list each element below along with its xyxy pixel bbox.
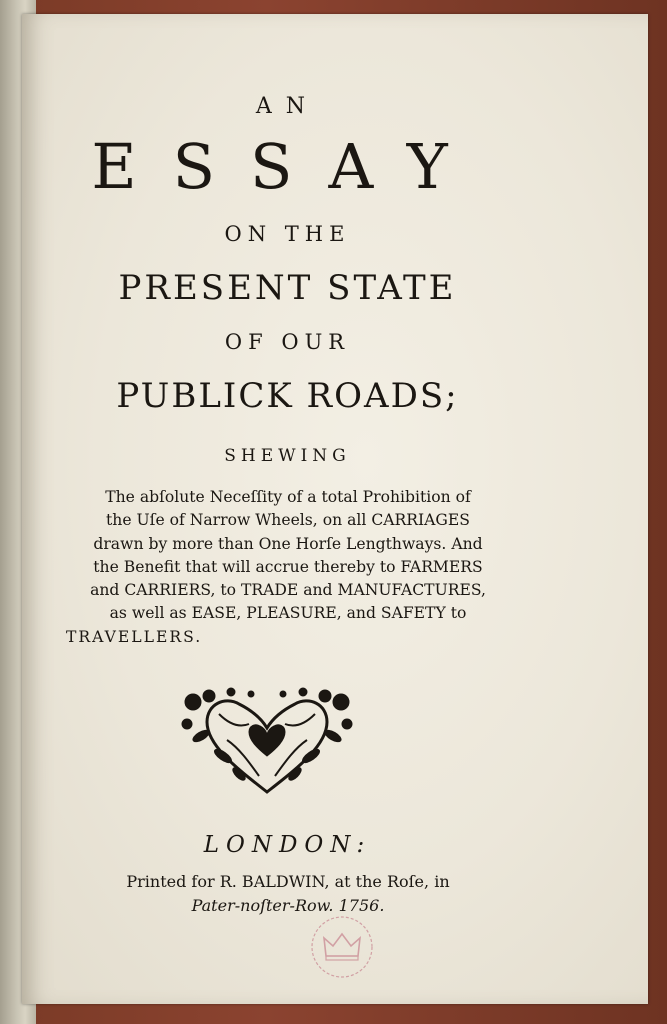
title-line-publick-roads: PUBLICK ROADS; — [116, 376, 459, 416]
description-line: as well as EASE, PLEASURE, and SAFETY to — [109, 604, 467, 623]
description-line: the Uſe of Narrow Wheels, on all CARRIAGES — [106, 511, 470, 530]
imprint-line: Printed for R. BALDWIN, at the Roſe, in — [126, 872, 450, 891]
title-line-on-the: ON THE — [224, 222, 351, 246]
description-paragraph — [42, 486, 534, 649]
description-line: the Benefit that will accrue thereby to FARMERS — [93, 557, 483, 576]
title-page — [22, 14, 648, 1004]
title-line-essay: ESSAY — [91, 130, 484, 203]
imprint-place: LONDON: — [203, 832, 372, 858]
title-line-an: AN — [255, 94, 320, 119]
imprint — [42, 870, 534, 918]
description-line: The abſolute Neceſſity of a total Prohibition of — [105, 488, 471, 506]
crown-stamp-icon — [308, 912, 376, 982]
description-line: and CARRIERS, to TRADE and MANUFACTURES, — [90, 581, 486, 600]
title-line-present-state: PRESENT STATE — [118, 268, 457, 308]
subtitle-shewing: SHEWING — [224, 446, 351, 466]
title-line-of-our: OF OUR — [224, 330, 351, 354]
description-line: drawn by more than One Horſe Lengthways. And — [93, 534, 483, 553]
floral-heart-ornament-icon — [179, 684, 355, 796]
imprint-line: Pater-noſter-Row. 1756. — [191, 896, 385, 915]
description-line: TRAVELLERS. — [66, 627, 203, 646]
